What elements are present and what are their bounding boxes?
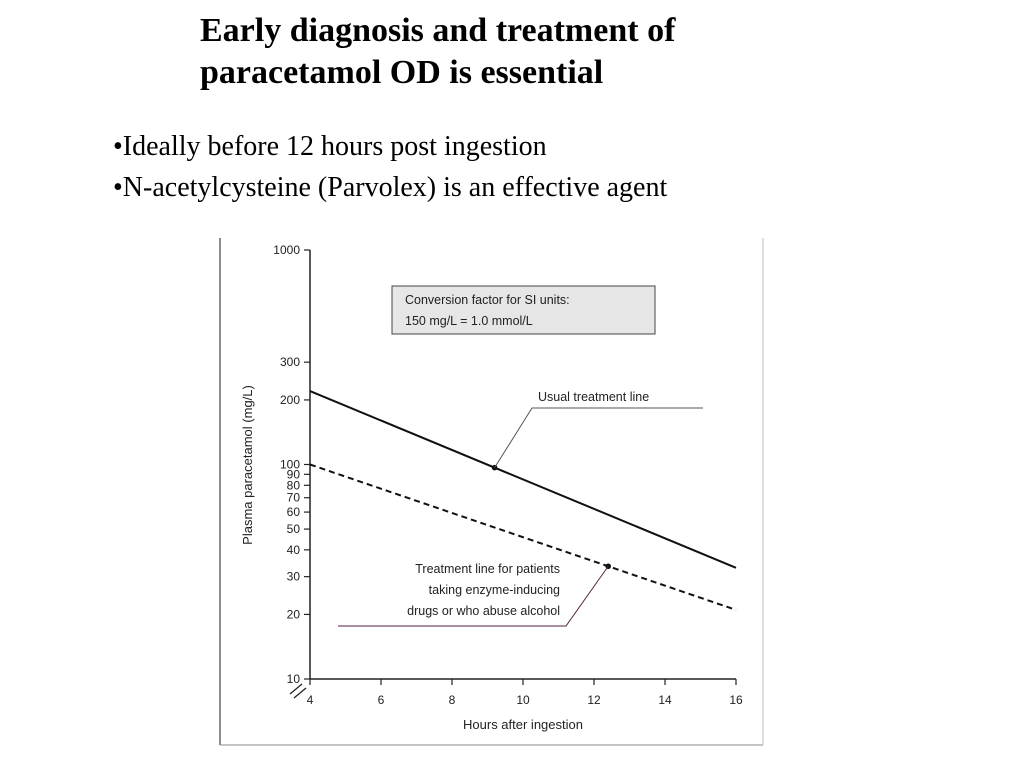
conversion-box-line-2: 150 mg/L = 1.0 mmol/L xyxy=(405,314,533,328)
usual-line-leader xyxy=(495,408,703,468)
x-tick-label: 6 xyxy=(377,693,385,707)
y-tick-label: 80 xyxy=(286,478,300,493)
title-line-2: paracetamol OD is essential xyxy=(200,54,604,91)
usual-line-marker xyxy=(492,465,498,471)
x-axis-label: Hours after ingestion xyxy=(463,717,583,732)
enzyme-line-label-1: Treatment line for patients xyxy=(415,562,560,576)
conversion-box-line-1: Conversion factor for SI units: xyxy=(405,293,570,307)
enzyme-line-annotation xyxy=(407,562,560,618)
x-tick-label: 8 xyxy=(448,693,456,707)
title-line-1: Early diagnosis and treatment of xyxy=(200,12,676,49)
usual-treatment-line xyxy=(310,391,736,568)
x-tick-label: 14 xyxy=(658,693,672,707)
y-tick-label: 20 xyxy=(286,607,300,622)
bullet-ideal-timing: •Ideally before 12 hours post ingestion xyxy=(113,131,547,162)
y-tick-label: 60 xyxy=(286,505,300,520)
y-tick-label: 90 xyxy=(286,467,300,482)
y-tick-label: 10 xyxy=(286,672,300,686)
bullet-nac-agent: •N-acetylcysteine (Parvolex) is an effective agent xyxy=(113,172,668,203)
y-tick-label: 200 xyxy=(279,392,300,407)
y-tick-label: 30 xyxy=(286,569,300,584)
y-tick-label: 100 xyxy=(279,457,300,472)
usual-line-label: Usual treatment line xyxy=(538,390,650,404)
conversion-factor-box xyxy=(392,286,655,334)
y-tick-label: 1000 xyxy=(273,243,300,257)
y-tick-label: 70 xyxy=(286,490,300,505)
y-axis-label: Plasma paracetamol (mg/L) xyxy=(240,385,255,545)
y-tick-group xyxy=(273,243,310,686)
enzyme-line-label-2: taking enzyme-inducing xyxy=(428,583,560,597)
usual-line-annotation xyxy=(538,390,649,404)
enzyme-line-label-3: drugs or who abuse alcohol xyxy=(407,604,560,618)
y-tick-label: 40 xyxy=(286,542,300,557)
x-tick-label: 10 xyxy=(516,693,530,707)
y-tick-label: 50 xyxy=(286,522,300,537)
x-tick-label: 12 xyxy=(587,693,601,707)
x-tick-group xyxy=(307,679,743,707)
x-tick-label: 16 xyxy=(729,693,743,707)
x-tick-label: 4 xyxy=(306,693,314,707)
y-tick-label: 300 xyxy=(279,355,300,370)
